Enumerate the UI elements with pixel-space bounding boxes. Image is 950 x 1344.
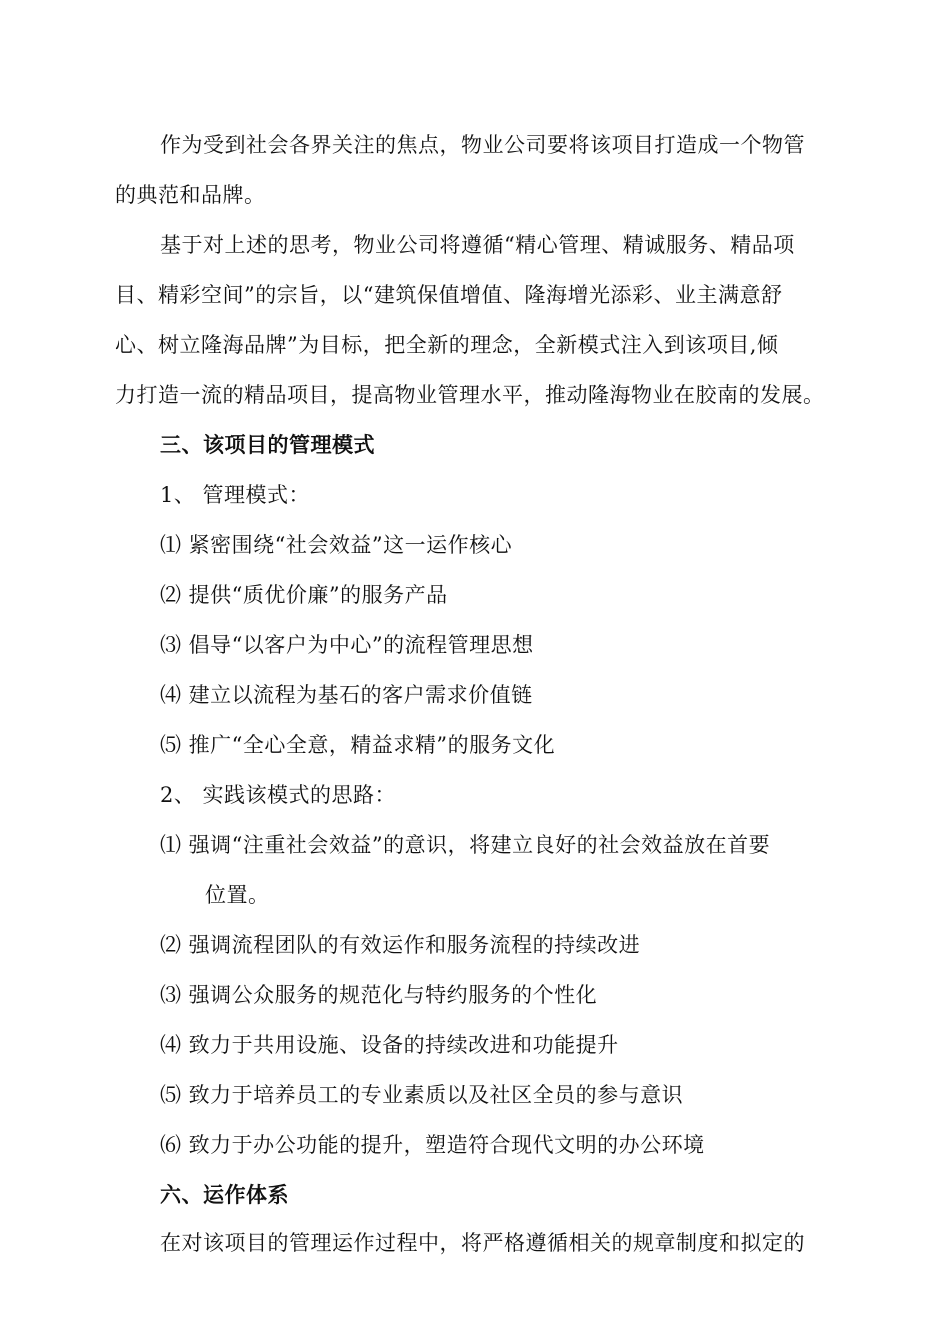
paragraph-2-line-3: 心、树立隆海品牌”为目标，把全新的理念，全新模式注入到该项目,倾 <box>115 333 779 357</box>
paragraph-2-line-4: 力打造一流的精品项目，提高物业管理水平，推动隆海物业在胶南的发展。 <box>115 383 825 407</box>
paragraph-2-line-2: 目、精彩空间”的宗旨，以“建筑保值增值、隆海增光添彩、业主满意舒 <box>115 283 783 307</box>
sub-1-item-2: ⑵ 提供“质优价廉”的服务产品 <box>160 583 448 607</box>
section-6-heading: 六、运作体系 <box>160 1182 289 1207</box>
sub-1-item-3: ⑶ 倡导“以客户为中心”的流程管理思想 <box>160 633 534 657</box>
sub-2-item-5: ⑸ 致力于培养员工的专业素质以及社区全员的参与意识 <box>160 1083 684 1107</box>
sub-2-item-2: ⑵ 强调流程团队的有效运作和服务流程的持续改进 <box>160 933 641 957</box>
sub-1-item-4: ⑷ 建立以流程为基石的客户需求价值链 <box>160 683 533 707</box>
sub-2-title: 2、 实践该模式的思路： <box>160 783 397 807</box>
sub-2-item-1-line-1: ⑴ 强调“注重社会效益”的意识，将建立良好的社会效益放在首要 <box>160 833 771 857</box>
paragraph-2-line-1: 基于对上述的思考，物业公司将遵循“精心管理、精诚服务、精品项 <box>160 233 795 257</box>
sub-1-item-1: ⑴ 紧密围绕“社会效益”这一运作核心 <box>160 533 513 557</box>
paragraph-1-line-1: 作为受到社会各界关注的焦点，物业公司要将该项目打造成一个物管 <box>160 133 805 157</box>
section-3-heading: 三、该项目的管理模式 <box>160 432 375 457</box>
paragraph-1-line-2: 的典范和品牌。 <box>115 183 266 207</box>
sub-1-title: 1、 管理模式： <box>160 483 311 507</box>
sub-2-item-4: ⑷ 致力于共用设施、设备的持续改进和功能提升 <box>160 1033 619 1057</box>
sub-2-item-6: ⑹ 致力于办公功能的提升，塑造符合现代文明的办公环境 <box>160 1133 705 1157</box>
section-6-line-1: 在对该项目的管理运作过程中，将严格遵循相关的规章制度和拟定的 <box>160 1231 805 1255</box>
sub-2-item-1-line-2: 位置。 <box>205 883 270 907</box>
sub-1-item-5: ⑸ 推广“全心全意，精益求精”的服务文化 <box>160 733 556 757</box>
sub-2-item-3: ⑶ 强调公众服务的规范化与特约服务的个性化 <box>160 983 598 1007</box>
